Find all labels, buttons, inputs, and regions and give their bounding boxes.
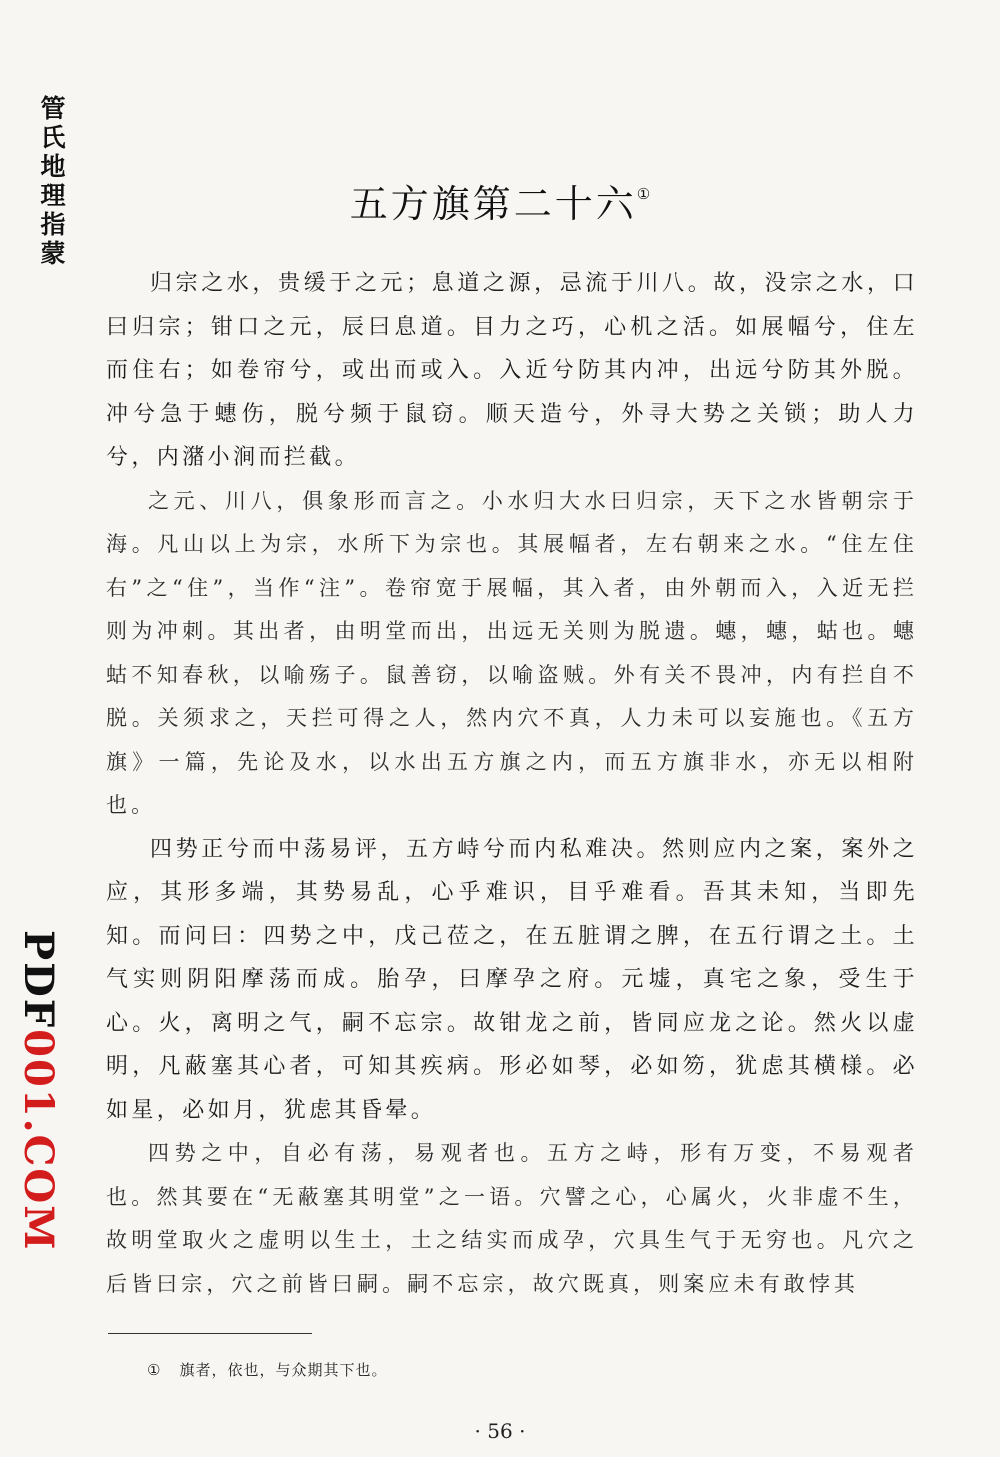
footnote-text: 旗者，依也，与众期其下也。 [179, 1361, 388, 1379]
commentary-paragraph: 四势之中，自必有荡，易观者也。五方之峙，形有万变，不易观者也。然其要在“无蔽塞其明堂”之一语。穴譬之心，心属火，火非虚不生，故明堂取火之虚明以生土，土之结实而成孕，穴具生气于无穷也。凡穴之后皆曰宗，穴之前皆曰嗣。嗣不忘宗，故穴既真，则案应未有敢悖其 [106, 1141, 918, 1296]
running-head: 管氏地理指蒙 [40, 94, 66, 268]
footnote [147, 1359, 387, 1380]
main-text-paragraph: 四势正兮而中荡易评，五方峙兮而内私难决。然则应内之案，案外之应，其形多端，其势易乱，心乎难识，目乎难看。吾其未知，当即先知。而问曰：四势之中，戊己莅之，在五脏谓之脾，在五行谓之土。土气实则阴阳摩荡而成。胎孕，曰摩孕之府。元墟，真宅之象，受生于心。火，离明之气，嗣不忘宗。故钳龙之前，皆同应龙之论。然火以虚明，凡蔽塞其心者，可知其疾病。形必如琴，必如笏，犹虑其横様。必如星，必如月，犹虑其昏晕。 [106, 836, 918, 1123]
footnote-divider [108, 1333, 312, 1334]
watermark-prefix: PDF [15, 930, 62, 1030]
main-text-paragraph: 归宗之水，贵缓于之元；息道之源，忌流于川八。故，没宗之水，口曰归宗；钳口之元，辰曰息道。目力之巧，心机之活。如展幅兮，住左而住右；如卷帘兮，或出而或入。入近兮防其内冲，出远兮防其外脱。冲兮急于蟪伤，脱兮频于鼠窃。顺天造兮，外寻大势之关锁；助人力兮，内潴小涧而拦截。 [106, 271, 918, 470]
page-number: · 56 · [474, 1419, 526, 1443]
watermark-suffix: 001.COM [15, 1029, 62, 1252]
chapter-title [0, 173, 1000, 228]
footnote-mark: ① [147, 1361, 162, 1379]
chapter-title-text: 五方旗第二十六 [349, 182, 637, 227]
body-text [106, 262, 918, 1306]
commentary-paragraph: 之元、川八，俱象形而言之。小水归大水曰归宗，天下之水皆朝宗于海。凡山以上为宗，水所下为宗也。其展幅者，左右朝来之水。“住左住右”之“住”，当作“注”。卷帘宽于展幅，其入者，由外朝而入，入近无拦则为冲刺。其出者，由明堂而出，出远无关则为脱遗。蟪，蟪，蛄也。蟪蛄不知春秋，以喻殇子。鼠善窃，以喻盗贼。外有关不畏冲，内有拦自不脱。关须求之，天拦可得之人，然内穴不真，人力未可以妄施也。《五方旗》一篇，先论及水，以水出五方旗之内，而五方旗非水，亦无以相附也。 [106, 488, 918, 817]
footnote-reference: ① [636, 185, 651, 204]
watermark [15, 930, 62, 1252]
